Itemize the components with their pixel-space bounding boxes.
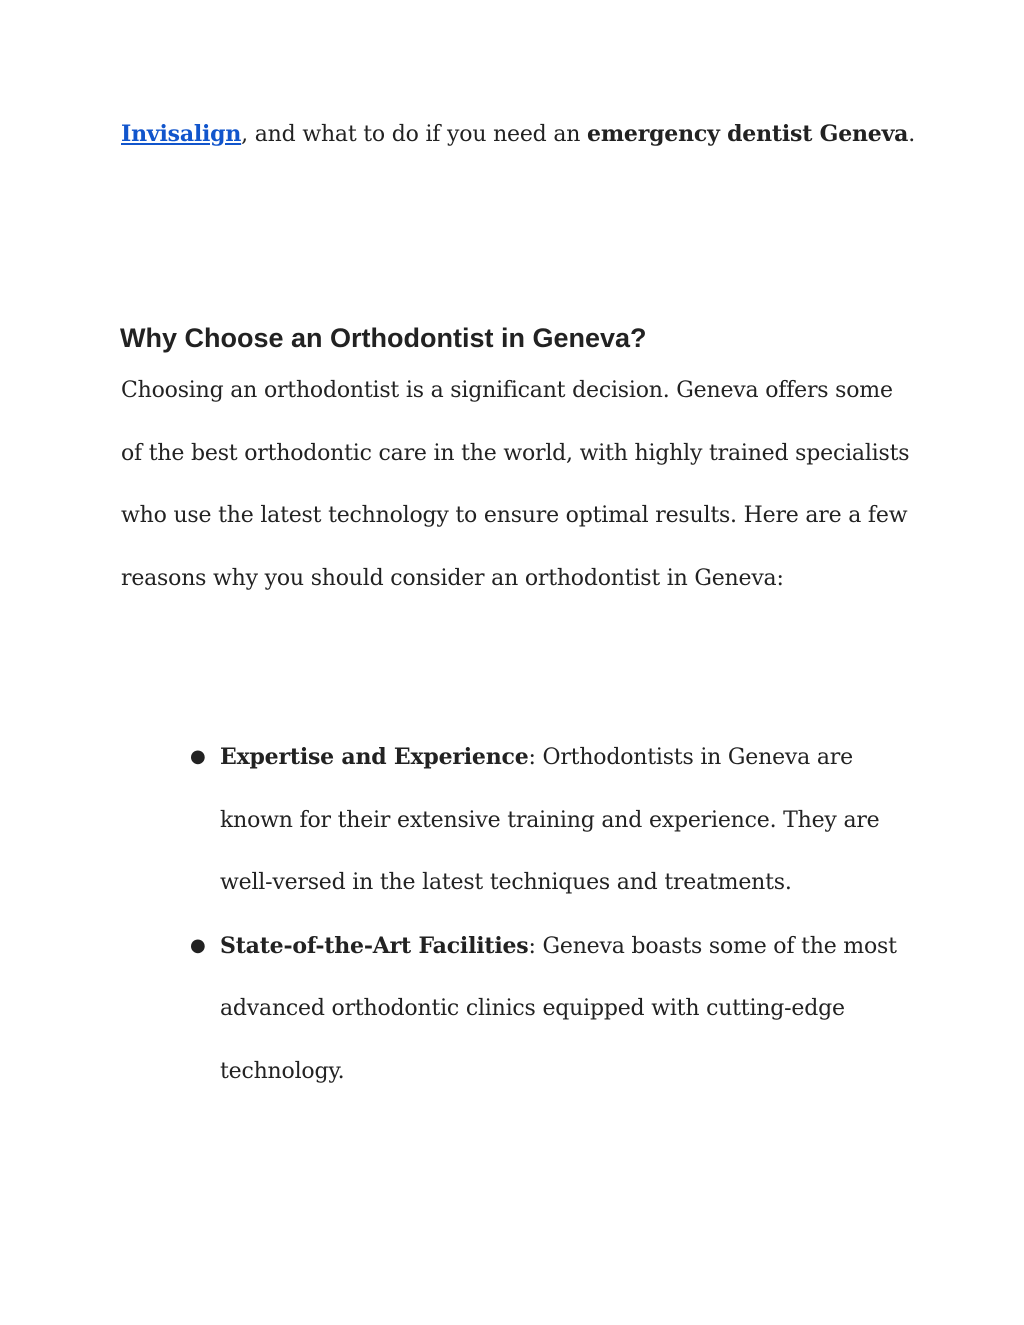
list-item-title: Expertise and Experience	[220, 744, 529, 770]
intro-text-1: , and what to do if you need an	[241, 122, 588, 147]
list-item-separator: :	[528, 933, 543, 959]
reasons-list	[0, 726, 1024, 1103]
list-item-text: Geneva boasts some of the most advanced orthodontic clinics equipped with cutting-edge technology.	[220, 933, 897, 1084]
section-paragraph: Choosing an orthodontist is a significant decision. Geneva offers some of the best orthodontic care in the world, with highly trained specialists who use the latest technology to ensure optimal results. Here are a few reasons why you should consider an orthodontist in Geneva:	[121, 378, 910, 591]
list-item-separator: :	[528, 745, 543, 770]
list-item-text: Orthodontists in Geneva are known for their extensive training and experience. They are well-versed in the latest techniques and treatments.	[220, 745, 880, 895]
bullet-icon: ●	[190, 746, 206, 767]
intro-paragraph	[121, 103, 921, 167]
invisalign-link[interactable]: Invisalign	[121, 121, 242, 147]
intro-text-2: .	[908, 122, 916, 147]
emergency-dentist-geneva-bold: emergency dentist Geneva	[587, 121, 909, 147]
section-heading: Why Choose an Orthodontist in Geneva?	[120, 323, 647, 353]
bullet-icon: ●	[190, 934, 206, 956]
list-item	[0, 915, 900, 1104]
list-item	[0, 726, 900, 915]
list-item-title: State-of-the-Art Facilities	[220, 932, 529, 959]
